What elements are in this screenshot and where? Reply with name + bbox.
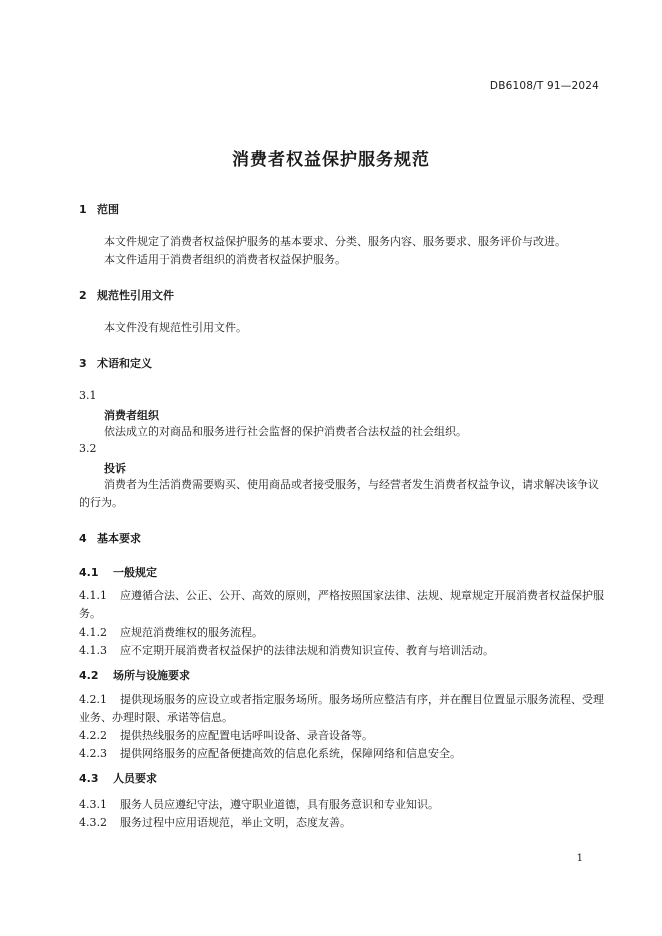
clause-number: 4.2.2: [79, 729, 107, 742]
clause-number: 4.2.3: [79, 747, 107, 760]
subsection-heading-facilities: [79, 667, 190, 683]
paragraph: 本文件没有规范性引用文件。: [104, 321, 247, 334]
section-heading-normative-references: [79, 287, 174, 303]
clause-text: 应不定期开展消费者权益保护的法律法规和消费知识宣传、教育与培训活动。: [120, 644, 494, 657]
subsection-number: 4.3: [79, 772, 99, 785]
section-number: 4: [79, 532, 87, 545]
clause-text: 应遵循合法、公正、公开、高效的原则，严格按照国家法律、法规、规章规定开展消费者权益保护服务。: [79, 589, 604, 620]
section-heading-terms: [79, 355, 152, 371]
term-number: 3.2: [79, 442, 97, 455]
clause: [79, 691, 604, 727]
section-title: 范围: [97, 203, 119, 216]
clause: [79, 814, 604, 832]
document-title: 消费者权益保护服务规范: [232, 150, 430, 170]
term: 投诉: [104, 462, 126, 475]
subsection-heading-personnel: [79, 770, 157, 786]
clause: [79, 587, 604, 623]
term-definition: 依法成立的对商品和服务进行社会监督的保护消费者合法权益的社会组织。: [104, 425, 467, 438]
clause: [79, 745, 604, 763]
page-number: 1: [576, 853, 583, 864]
clause: [79, 796, 604, 814]
section-number: 3: [79, 357, 87, 370]
clause-number: 4.3.1: [79, 798, 107, 811]
document-code: DB6108/T 91—2024: [489, 80, 599, 92]
clause-number: 4.1.3: [79, 644, 107, 657]
clause-number: 4.2.1: [79, 693, 107, 706]
clause-text: 应规范消费维权的服务流程。: [120, 626, 263, 639]
section-heading-scope: [79, 201, 119, 217]
section-number: 1: [79, 203, 87, 216]
clause-text: 提供网络服务的应配备便捷高效的信息化系统，保障网络和信息安全。: [120, 747, 461, 760]
subsection-title: 一般规定: [113, 566, 157, 579]
subsection-heading-general: [79, 564, 157, 580]
section-title: 术语和定义: [97, 357, 152, 370]
subsection-title: 场所与设施要求: [113, 669, 190, 682]
term-number: 3.1: [79, 389, 97, 402]
clause: [79, 624, 604, 642]
clause-text: 服务过程中应用语规范，举止文明，态度友善。: [120, 816, 351, 829]
clause-number: 4.1.1: [79, 589, 107, 602]
paragraph: 本文件适用于消费者组织的消费者权益保护服务。: [104, 253, 346, 266]
clause-text: 提供现场服务的应设立或者指定服务场所。服务场所应整洁有序，并在醒目位置显示服务流程、受理业务、办理时限、承诺等信息。: [79, 693, 604, 724]
subsection-number: 4.1: [79, 566, 99, 579]
term: 消费者组织: [104, 409, 159, 422]
clause-number: 4.1.2: [79, 626, 107, 639]
subsection-number: 4.2: [79, 669, 99, 682]
clause-text: 服务人员应遵纪守法，遵守职业道德，具有服务意识和专业知识。: [120, 798, 439, 811]
term-definition: 消费者为生活消费需要购买、使用商品或者接受服务，与经营者发生消费者权益争议，请求解决该争议的行为。: [79, 478, 599, 509]
section-heading-basic-requirements: [79, 530, 141, 546]
clause-number: 4.3.2: [79, 816, 107, 829]
paragraph: 本文件规定了消费者权益保护服务的基本要求、分类、服务内容、服务要求、服务评价与改进。: [104, 235, 566, 248]
clause: [79, 642, 604, 660]
section-title: 基本要求: [97, 532, 141, 545]
clause: [79, 727, 604, 745]
section-title: 规范性引用文件: [97, 289, 174, 302]
subsection-title: 人员要求: [113, 772, 157, 785]
section-number: 2: [79, 289, 87, 302]
clause-text: 提供热线服务的应配置电话呼叫设备、录音设备等。: [120, 729, 373, 742]
